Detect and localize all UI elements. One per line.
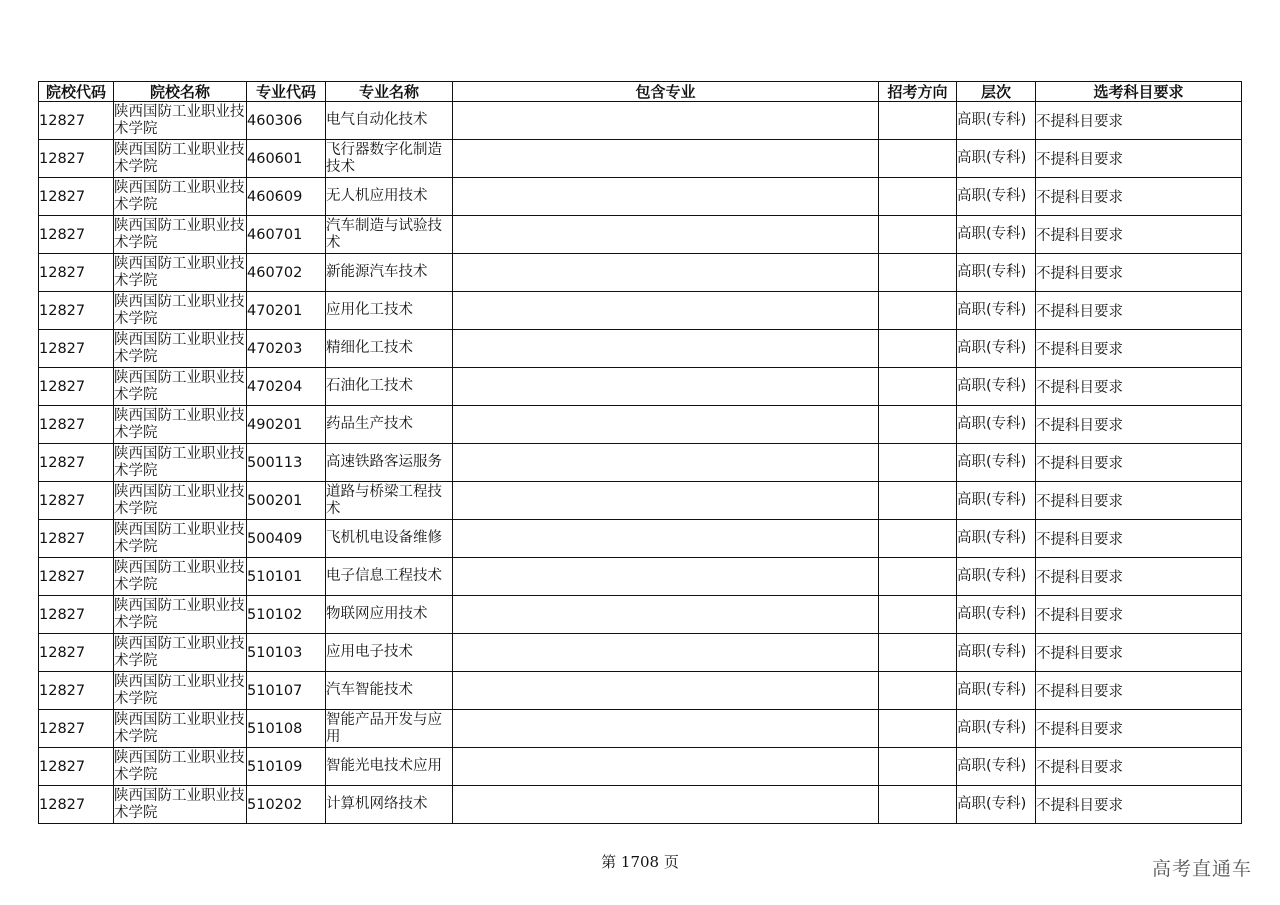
cell-direction [879,406,957,444]
cell-major-code: 510109 [247,748,326,786]
cell-level: 高职(专科) [957,330,1036,368]
cell-school-code: 12827 [39,102,114,140]
cell-major-name: 物联网应用技术 [326,596,453,634]
cell-included-majors [453,102,879,140]
cell-school-code: 12827 [39,178,114,216]
cell-subject-requirement: 不提科目要求 [1036,786,1242,824]
cell-subject-requirement: 不提科目要求 [1036,292,1242,330]
cell-level: 高职(专科) [957,368,1036,406]
cell-level: 高职(专科) [957,216,1036,254]
cell-direction [879,634,957,672]
cell-major-name: 高速铁路客运服务 [326,444,453,482]
cell-subject-requirement: 不提科目要求 [1036,710,1242,748]
cell-school-name: 陕西国防工业职业技术学院 [114,520,247,558]
cell-included-majors [453,558,879,596]
table-row [39,596,1242,634]
cell-included-majors [453,520,879,558]
cell-major-code: 510102 [247,596,326,634]
cell-school-code: 12827 [39,330,114,368]
cell-major-name: 药品生产技术 [326,406,453,444]
cell-school-name: 陕西国防工业职业技术学院 [114,178,247,216]
cell-subject-requirement: 不提科目要求 [1036,330,1242,368]
cell-school-name: 陕西国防工业职业技术学院 [114,558,247,596]
cell-included-majors [453,140,879,178]
cell-direction [879,748,957,786]
cell-level: 高职(专科) [957,292,1036,330]
cell-subject-requirement: 不提科目要求 [1036,748,1242,786]
cell-direction [879,444,957,482]
header-major-code: 专业代码 [247,82,326,102]
cell-school-code: 12827 [39,634,114,672]
cell-school-code: 12827 [39,254,114,292]
cell-major-code: 490201 [247,406,326,444]
cell-major-name: 汽车制造与试验技术 [326,216,453,254]
cell-major-code: 470203 [247,330,326,368]
cell-major-name: 飞机机电设备维修 [326,520,453,558]
cell-level: 高职(专科) [957,178,1036,216]
table-row [39,406,1242,444]
cell-level: 高职(专科) [957,102,1036,140]
table-row [39,672,1242,710]
cell-included-majors [453,254,879,292]
cell-direction [879,558,957,596]
cell-school-name: 陕西国防工业职业技术学院 [114,330,247,368]
cell-major-name: 智能产品开发与应用 [326,710,453,748]
cell-subject-requirement: 不提科目要求 [1036,634,1242,672]
cell-major-code: 510107 [247,672,326,710]
cell-direction [879,710,957,748]
header-major-name: 专业名称 [326,82,453,102]
table-row [39,178,1242,216]
cell-school-code: 12827 [39,748,114,786]
cell-school-code: 12827 [39,520,114,558]
cell-direction [879,786,957,824]
cell-school-code: 12827 [39,672,114,710]
cell-major-name: 电子信息工程技术 [326,558,453,596]
cell-school-name: 陕西国防工业职业技术学院 [114,216,247,254]
cell-direction [879,596,957,634]
cell-included-majors [453,216,879,254]
cell-included-majors [453,444,879,482]
table-row [39,140,1242,178]
cell-major-code: 500409 [247,520,326,558]
cell-level: 高职(专科) [957,786,1036,824]
cell-direction [879,102,957,140]
cell-subject-requirement: 不提科目要求 [1036,596,1242,634]
cell-school-code: 12827 [39,596,114,634]
cell-subject-requirement: 不提科目要求 [1036,368,1242,406]
cell-level: 高职(专科) [957,520,1036,558]
cell-direction [879,672,957,710]
table-body [39,102,1242,824]
cell-subject-requirement: 不提科目要求 [1036,102,1242,140]
cell-level: 高职(专科) [957,748,1036,786]
cell-school-code: 12827 [39,292,114,330]
cell-level: 高职(专科) [957,482,1036,520]
cell-level: 高职(专科) [957,596,1036,634]
cell-major-name: 无人机应用技术 [326,178,453,216]
cell-subject-requirement: 不提科目要求 [1036,444,1242,482]
cell-level: 高职(专科) [957,406,1036,444]
header-school-code: 院校代码 [39,82,114,102]
table-row [39,444,1242,482]
cell-direction [879,368,957,406]
cell-direction [879,216,957,254]
cell-level: 高职(专科) [957,140,1036,178]
cell-included-majors [453,710,879,748]
cell-major-code: 460306 [247,102,326,140]
cell-included-majors [453,786,879,824]
cell-included-majors [453,292,879,330]
cell-school-code: 12827 [39,786,114,824]
table-row [39,558,1242,596]
cell-school-name: 陕西国防工业职业技术学院 [114,748,247,786]
cell-school-name: 陕西国防工业职业技术学院 [114,102,247,140]
header-direction: 招考方向 [879,82,957,102]
cell-school-code: 12827 [39,444,114,482]
cell-included-majors [453,406,879,444]
cell-major-name: 汽车智能技术 [326,672,453,710]
cell-school-code: 12827 [39,140,114,178]
table-row [39,292,1242,330]
cell-major-code: 510101 [247,558,326,596]
header-included-majors: 包含专业 [453,82,879,102]
cell-major-name: 应用化工技术 [326,292,453,330]
cell-level: 高职(专科) [957,672,1036,710]
cell-school-name: 陕西国防工业职业技术学院 [114,672,247,710]
cell-included-majors [453,368,879,406]
cell-major-code: 500201 [247,482,326,520]
table-row [39,786,1242,824]
cell-subject-requirement: 不提科目要求 [1036,178,1242,216]
admissions-table [38,81,1242,824]
cell-major-name: 新能源汽车技术 [326,254,453,292]
table-header-row [39,82,1242,102]
cell-subject-requirement: 不提科目要求 [1036,216,1242,254]
cell-school-code: 12827 [39,558,114,596]
cell-included-majors [453,672,879,710]
cell-major-name: 智能光电技术应用 [326,748,453,786]
cell-subject-requirement: 不提科目要求 [1036,482,1242,520]
cell-level: 高职(专科) [957,558,1036,596]
page-number: 第 1708 页 [601,853,679,871]
watermark: 高考直通车 [1151,858,1252,880]
cell-subject-requirement: 不提科目要求 [1036,520,1242,558]
cell-included-majors [453,330,879,368]
table-row [39,330,1242,368]
cell-school-name: 陕西国防工业职业技术学院 [114,786,247,824]
cell-included-majors [453,482,879,520]
cell-school-name: 陕西国防工业职业技术学院 [114,482,247,520]
table-row [39,368,1242,406]
cell-major-name: 石油化工技术 [326,368,453,406]
cell-school-name: 陕西国防工业职业技术学院 [114,596,247,634]
cell-school-name: 陕西国防工业职业技术学院 [114,292,247,330]
cell-major-name: 飞行器数字化制造技术 [326,140,453,178]
cell-major-code: 510103 [247,634,326,672]
cell-direction [879,482,957,520]
cell-school-name: 陕西国防工业职业技术学院 [114,254,247,292]
cell-major-code: 470201 [247,292,326,330]
cell-school-code: 12827 [39,368,114,406]
cell-direction [879,178,957,216]
cell-school-name: 陕西国防工业职业技术学院 [114,368,247,406]
header-level: 层次 [957,82,1036,102]
cell-school-name: 陕西国防工业职业技术学院 [114,140,247,178]
cell-direction [879,254,957,292]
cell-subject-requirement: 不提科目要求 [1036,672,1242,710]
table-row [39,710,1242,748]
cell-included-majors [453,178,879,216]
cell-major-name: 电气自动化技术 [326,102,453,140]
cell-major-code: 510108 [247,710,326,748]
cell-level: 高职(专科) [957,634,1036,672]
cell-subject-requirement: 不提科目要求 [1036,558,1242,596]
table-row [39,520,1242,558]
cell-direction [879,330,957,368]
table-row [39,634,1242,672]
cell-major-code: 460609 [247,178,326,216]
table-row [39,482,1242,520]
cell-included-majors [453,634,879,672]
header-school-name: 院校名称 [114,82,247,102]
cell-major-code: 460702 [247,254,326,292]
cell-direction [879,520,957,558]
cell-level: 高职(专科) [957,710,1036,748]
cell-direction [879,140,957,178]
cell-direction [879,292,957,330]
header-subject-requirement: 选考科目要求 [1036,82,1242,102]
table-row [39,102,1242,140]
cell-major-code: 460601 [247,140,326,178]
cell-level: 高职(专科) [957,254,1036,292]
table-row [39,748,1242,786]
cell-major-code: 510202 [247,786,326,824]
table-row [39,254,1242,292]
cell-included-majors [453,596,879,634]
cell-school-name: 陕西国防工业职业技术学院 [114,444,247,482]
cell-major-name: 计算机网络技术 [326,786,453,824]
cell-major-code: 470204 [247,368,326,406]
cell-major-code: 500113 [247,444,326,482]
cell-subject-requirement: 不提科目要求 [1036,406,1242,444]
cell-major-name: 应用电子技术 [326,634,453,672]
cell-school-name: 陕西国防工业职业技术学院 [114,406,247,444]
cell-level: 高职(专科) [957,444,1036,482]
cell-school-code: 12827 [39,482,114,520]
cell-subject-requirement: 不提科目要求 [1036,254,1242,292]
cell-school-code: 12827 [39,710,114,748]
cell-major-name: 精细化工技术 [326,330,453,368]
cell-major-name: 道路与桥梁工程技术 [326,482,453,520]
cell-subject-requirement: 不提科目要求 [1036,140,1242,178]
table-row [39,216,1242,254]
cell-major-code: 460701 [247,216,326,254]
cell-school-name: 陕西国防工业职业技术学院 [114,710,247,748]
cell-school-code: 12827 [39,406,114,444]
cell-school-code: 12827 [39,216,114,254]
cell-school-name: 陕西国防工业职业技术学院 [114,634,247,672]
cell-included-majors [453,748,879,786]
